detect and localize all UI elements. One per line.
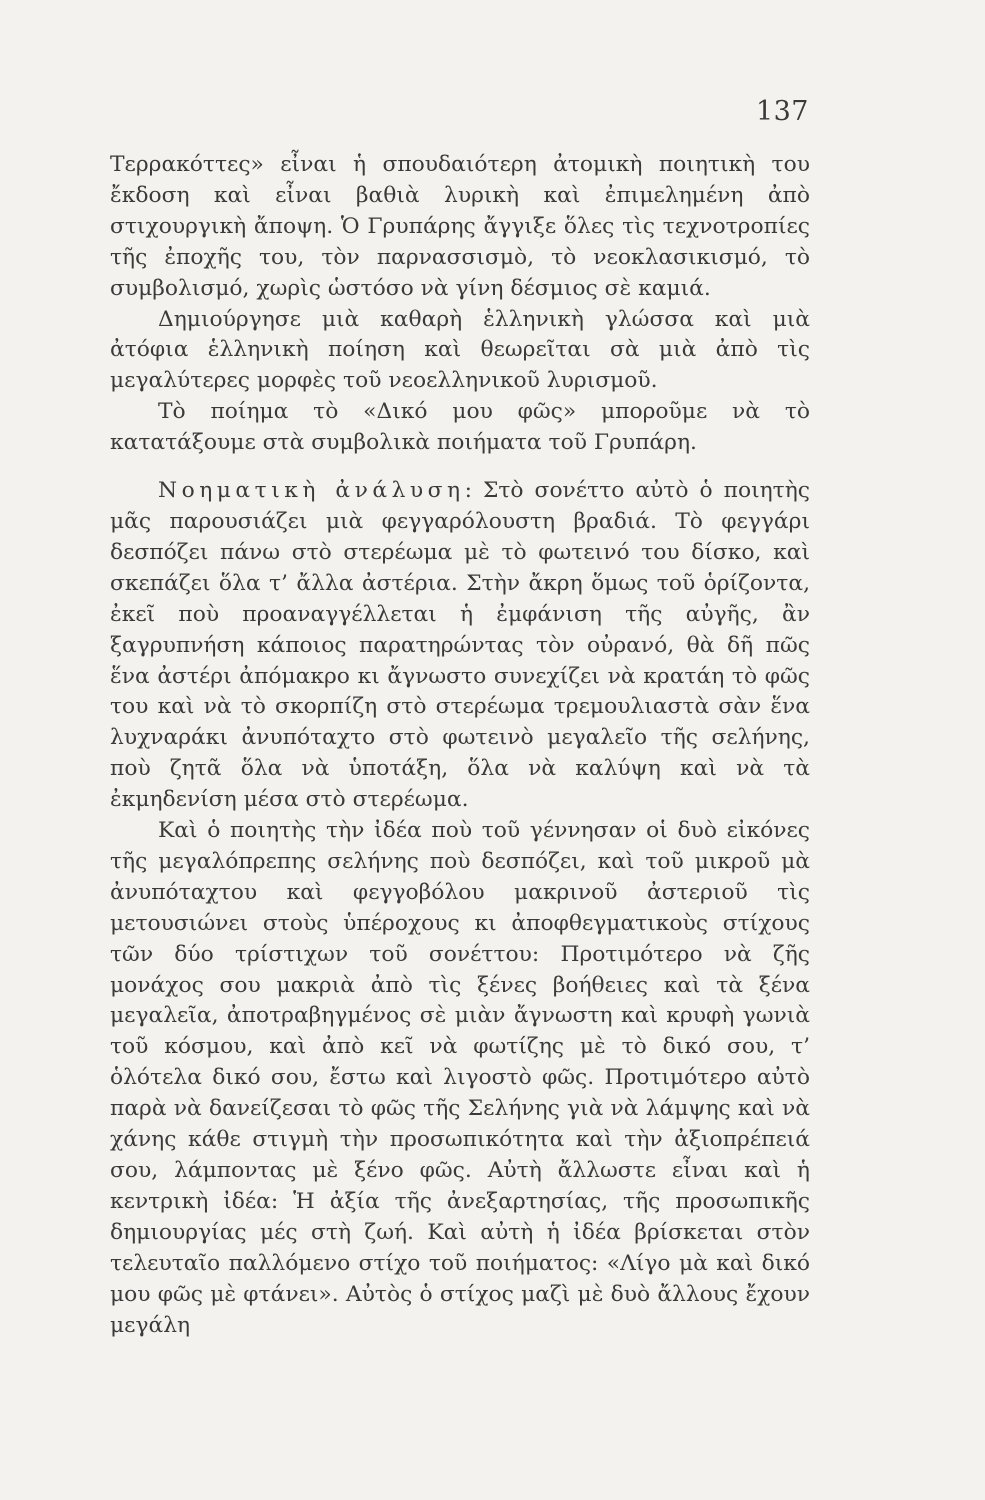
paragraph-2: Δημιούργησε μιὰ καθαρὴ ἑλληνικὴ γλώσσα καὶ μιὰ ἀτόφια ἑλληνικὴ ποίηση καὶ θεωρεῖται σὰ μιὰ ἀπὸ τὶς μεγαλύτερες μορφὲς τοῦ νεοελληνικοῦ λυρισμοῦ. (110, 306, 810, 394)
body-text (110, 150, 810, 1341)
paragraph-5: Καὶ ὁ ποιητὴς τὴν ἰδέα ποὺ τοῦ γέννησαν οἱ δυὸ εἰκόνες τῆς μεγαλόπρεπης σελήνης ποὺ δεσπόζει, καὶ τοῦ μικροῦ μὰ ἀνυπόταχτου καὶ φεγγοβόλου μακρινοῦ ἀστεριοῦ τὶς μετουσιώνει στοὺς ὑπέροχους κι ἀποφθεγματικοὺς στίχους τῶν δύο τρίστιχων τοῦ σονέττου: Προτιμότερο νὰ ζῆς μονάχος σου μακριὰ ἀπὸ τὶς ξένες βοήθειες καὶ τὰ ξένα μεγαλεῖα, ἀποτραβηγμένος σὲ μιὰν ἄγνωστη καὶ κρυφὴ γωνιὰ τοῦ κόσμου, καὶ ἀπὸ κεῖ νὰ φωτίζης μὲ τὸ δικό σου, τ’ ὁλότελα δικό σου, ἔστω καὶ λιγοστὸ φῶς. Προτιμότερο αὐτὸ παρὰ νὰ δανείζεσαι τὸ φῶς τῆς Σελήνης γιὰ νὰ λάμψης καὶ νὰ χάνης κάθε στιγμὴ τὴν προσωπικότητα καὶ τὴν ἀξιοπρέπειά σου, λάμποντας μὲ ξένο φῶς. Αὐτὴ ἄλλωστε εἶναι καὶ ἡ κεντρικὴ ἰδέα: Ἡ ἀξία τῆς ἀνεξαρτησίας, τῆς προσωπικῆς δημιουργίας μές στὴ ζωή. Καὶ αὐτὴ ἡ ἰδέα βρίσκεται στὸν τελευταῖο παλλόμενο στίχο τοῦ ποιήματος: «Λίγο μὰ καὶ δικό μου φῶς μὲ φτάνει». Αὐτὸς ὁ στίχος μαζὶ μὲ δυὸ ἄλλους ἔχουν μεγάλη (110, 818, 810, 1338)
paragraph-4 (110, 476, 810, 816)
section-lead: Νοηματικὴ ἀνάλυση (158, 478, 465, 504)
paragraph-4-text: : Στὸ σονέττο αὐτὸ ὁ ποιητὴς μᾶς παρουσιάζει μιὰ φεγγαρόλουστη βραδιά. Τὸ φεγγάρι δεσπόζει πάνω στὸ στερέωμα μὲ τὸ φωτεινό του δίσκο, καὶ σκεπάζει ὅλα τ’ ἄλλα ἀστέρια. Στὴν ἄκρη ὅμως τοῦ ὁρίζοντα, ἐκεῖ ποὺ προαναγγέλλεται ἡ ἐμφάνιση τῆς αὐγῆς, ἂν ξαγρυπνήση κάποιος παρατηρώντας τὸν οὐρανό, θὰ δῆ πῶς ἕνα ἀστέρι ἀπόμακρο κι ἄγνωστο συνεχίζει νὰ κρατάη τὸ φῶς του καὶ νὰ τὸ σκορπίζη στὸ στερέωμα τρεμουλιαστὰ σὰν ἕνα λυχναράκι ἀνυπόταχτο στὸ φωτεινὸ μεγαλεῖο τῆς σελήνης, ποὺ ζητᾶ ὅλα νὰ ὑποτάξη, ὅλα νὰ καλύψη καὶ νὰ τὰ ἐκμηδενίση μέσα στὸ στερέωμα. (110, 478, 810, 813)
paragraph-1: Τερρακόττες» εἶναι ἡ σπουδαιότερη ἀτομικὴ ποιητικὴ του ἔκδοση καὶ εἶναι βαθιὰ λυρικὴ καὶ ἐπιμελημένη ἀπὸ στιχουργικὴ ἄποψη. Ὁ Γρυπάρης ἄγγιξε ὅλες τὶς τεχνοτροπίες τῆς ἐποχῆς του, τὸν παρνασσισμὸ, τὸ νεοκλασικισμό, τὸ συμβολισμό, χωρὶς ὡστόσο νὰ γίνη δέσμιος σὲ καμιά. (110, 152, 810, 301)
paragraph-3: Τὸ ποίημα τὸ «Δικό μου φῶς» μποροῦμε νὰ τὸ κατατάξουμε στὰ συμβολικὰ ποιήματα τοῦ Γρυπάρη. (110, 399, 810, 456)
page-number: 137 (755, 96, 809, 127)
